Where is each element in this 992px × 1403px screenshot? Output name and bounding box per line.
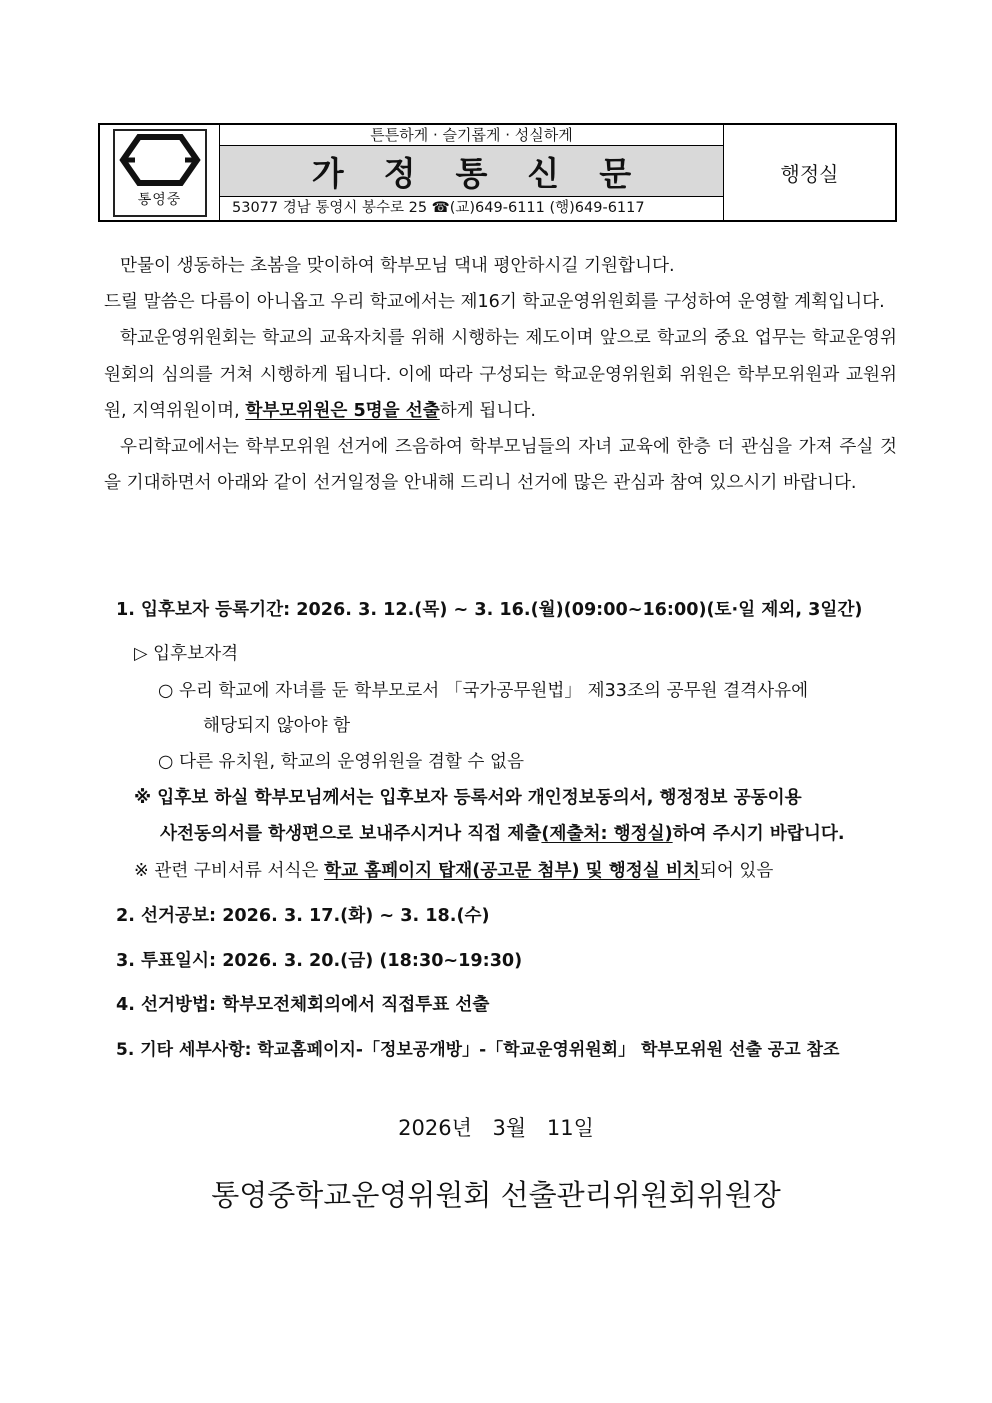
letter-header xyxy=(98,123,897,222)
note-documents-cont xyxy=(160,820,845,845)
qualification-1: ○ 우리 학교에 자녀를 둔 학부모로서 「국가공무원법」 제33조의 공무원 결격사유에 xyxy=(158,681,809,701)
school-address: 53077 경남 통영시 봉수로 25 ☎(교)649-6111 (행)649-6117 xyxy=(232,200,645,216)
qualification-heading: ▷ 입후보자격 xyxy=(134,644,239,664)
committee-text: 학교운영위원회는 학교의 교육자치를 위해 시행하는 제도이며 앞으로 학교의 중요 업무는 학교운영위원회의 심의를 거쳐 시행하게 됩니다. 이에 따라 구성되는 학교운영위원회 위원은 학부모위원과 교원위원, 지역위원이며, xyxy=(104,328,897,421)
logo-cell xyxy=(100,125,220,220)
paragraph-request: 우리학교에서는 학부모위원 선거에 즈음하여 학부모님들의 자녀 교육에 한층 더 관심을 가져 주실 것을 기대하면서 아래와 같이 선거일정을 안내해 드리니 선거에 많은 관심과 참여 있으시기 바랍니다. xyxy=(104,437,897,494)
note-submit-place: (제출처: 행정실) xyxy=(541,824,673,844)
note-forms-text: ※ 관련 구비서류 서식은 xyxy=(134,861,325,881)
note-submit-text: 사전동의서를 학생편으로 보내주시거나 직접 제출 xyxy=(160,824,542,844)
logo-text: 통영중 xyxy=(137,191,182,208)
note-forms xyxy=(134,857,773,882)
item-voting-time: 3. 투표일시: 2026. 3. 20.(금) (18:30~19:30) xyxy=(116,951,523,971)
note-forms-location: 학교 홈페이지 탑재(공고문 첨부) 및 행정실 비치 xyxy=(324,861,700,881)
document-title: 가정통신문 xyxy=(311,153,672,193)
title-band xyxy=(220,146,723,197)
committee-text-end: 하게 됩니다. xyxy=(439,400,536,421)
paragraph-intro: 드릴 말씀은 다름이 아니옵고 우리 학교에서는 제16기 학교운영위원회를 구성하여 운영할 계획입니다. xyxy=(104,292,885,313)
qualification-2: ○ 다른 유치원, 학교의 운영위원을 겸할 수 없음 xyxy=(158,752,525,772)
item-election-notice: 2. 선거공보: 2026. 3. 17.(화) ~ 3. 18.(수) xyxy=(116,906,490,926)
item-election-method: 4. 선거방법: 학부모전체회의에서 직접투표 선출 xyxy=(116,995,490,1015)
title-cell xyxy=(220,125,724,220)
letter-body xyxy=(104,248,897,501)
letter-date: 2026년 3월 11일 xyxy=(398,1116,594,1140)
note-submit-end: 하여 주시기 바랍니다. xyxy=(672,824,845,844)
note-documents: ※ 입후보 하실 학부모님께서는 입후보자 등록서와 개인정보동의서, 행정정보 공동이용 xyxy=(134,788,802,808)
school-emblem-icon xyxy=(117,131,203,189)
paragraph-committee xyxy=(104,320,897,429)
item-details: 5. 기타 세부사항: 학교홈페이지-「정보공개방」-「학교운영위원회」 학부모위원 선출 공고 참조 xyxy=(116,1040,840,1060)
item-registration-period: 1. 입후보자 등록기간: 2026. 3. 12.(목) ~ 3. 16.(월)(09:00~16:00)(토·일 제외, 3일간) xyxy=(116,600,863,620)
school-motto: 튼튼하게 · 슬기롭게 · 성실하게 xyxy=(220,125,723,146)
department-label: 행정실 xyxy=(780,162,839,186)
note-forms-end: 되어 있음 xyxy=(699,861,774,881)
parent-members-highlight: 학부모위원은 5명을 선출 xyxy=(245,400,440,421)
qualification-1-cont: 해당되지 않아야 함 xyxy=(203,716,351,736)
school-logo xyxy=(113,129,207,217)
paragraph-greeting: 만물이 생동하는 초봄을 맞이하여 학부모님 댁내 평안하시길 기원합니다. xyxy=(120,256,675,276)
signature: 통영중학교운영위원회 선출관리위원회위원장 xyxy=(211,1178,781,1212)
